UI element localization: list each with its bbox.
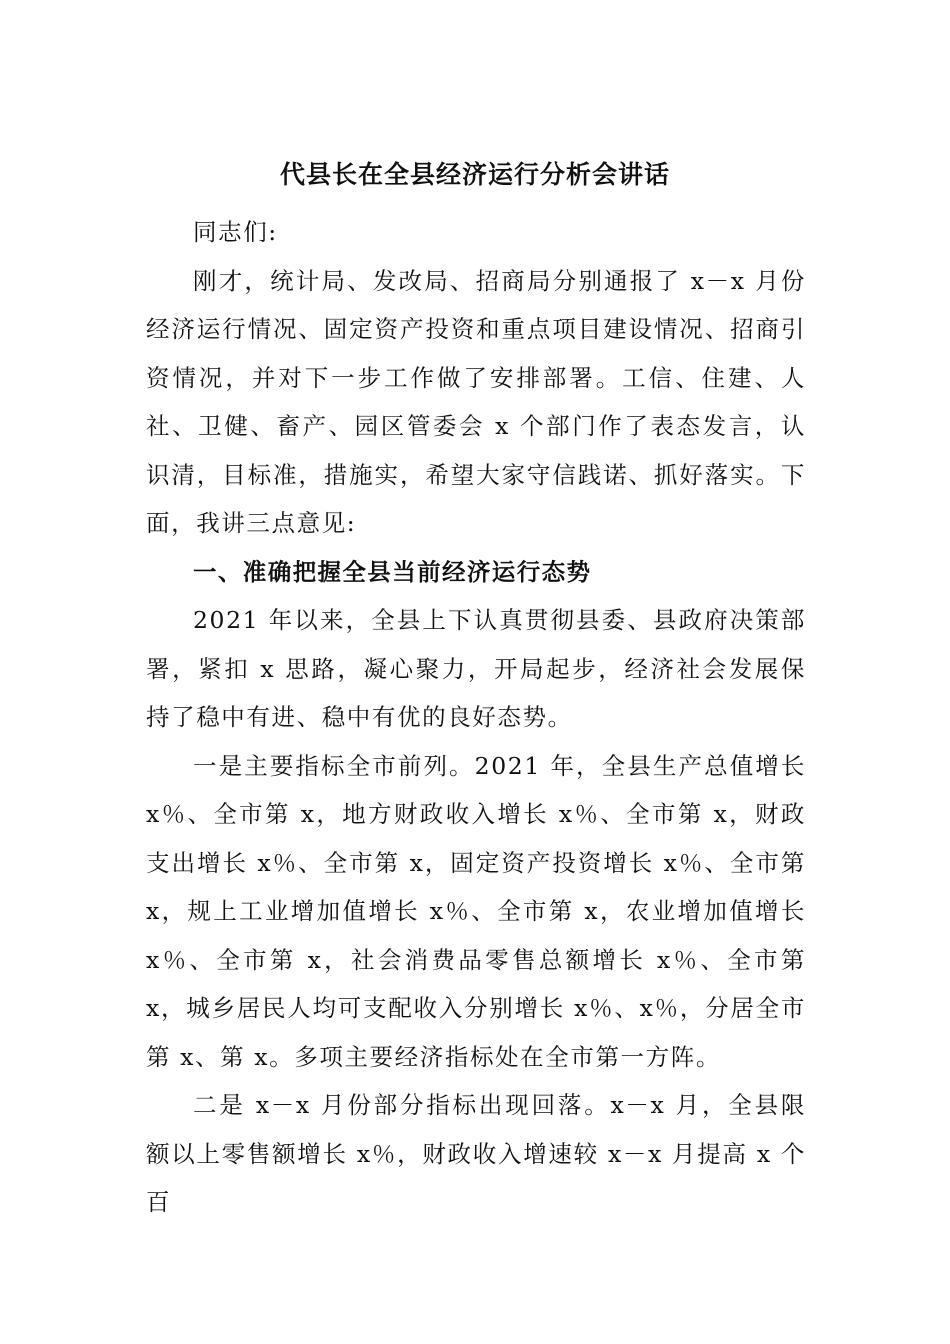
opening-paragraph: 刚才，统计局、发改局、招商局分别通报了 x－x 月份经济运行情况、固定资产投资和重点项目建设情况、招商引资情况，并对下一步工作做了安排部署。工信、住建、人社、卫健、畜产、园区管委会 x 个部门作了表态发言，认识清，目标准，措施实，希望大家守信践诺、抓好落实。下面，我讲三点意见:: [146, 266, 806, 537]
point-two-paragraph: 二是 x－x 月份部分指标出现回落。x－x 月，全县限额以上零售额增长 x％，财政收入增速较 x－x 月提高 x 个百: [146, 1091, 806, 1216]
document-title: 代县长在全县经济运行分析会讲话: [279, 160, 670, 189]
salutation-paragraph: 同志们:: [193, 218, 278, 246]
document-body: [146, 208, 806, 1227]
section-heading: 一、准确把握全县当前经济运行态势: [193, 557, 592, 586]
section-intro-paragraph: 2021 年以来，全县上下认真贯彻县委、县政府决策部署，紧扣 x 思路，凝心聚力，开局起步，经济社会发展保持了稳中有进、稳中有优的良好态势。: [146, 606, 806, 731]
point-one-paragraph: 一是主要指标全市前列。2021 年，全县生产总值增长 x％、全市第 x，地方财政收入增长 x％、全市第 x，财政支出增长 x％、全市第 x，固定资产投资增长 x％、全市第 x，规上工业增加值增长 x％、全市第 x，农业增加值增长 x％、全市第 x，社会消费品零售总额增长 x％、全市第 x，城乡居民人均可支配收入分别增长 x％、x％，分居全市第 x、第 x。多项主要经济指标处在全市第一方阵。: [146, 751, 806, 1071]
